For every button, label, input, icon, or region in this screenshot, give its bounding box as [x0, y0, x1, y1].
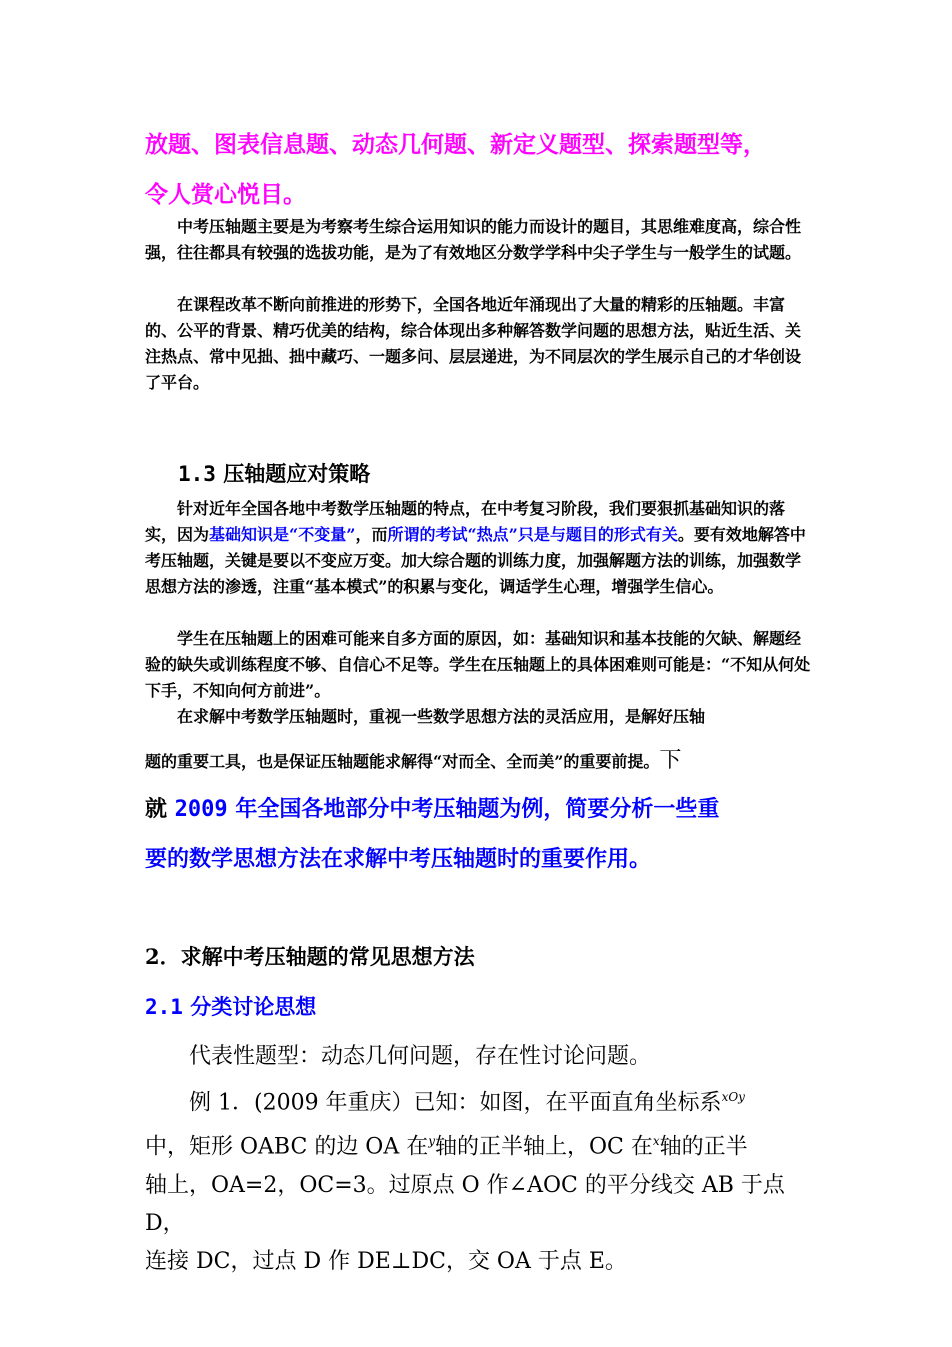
- section-title: 压轴题应对策略: [223, 461, 371, 486]
- section-2-1-title: 分类讨论思想: [190, 994, 317, 1019]
- x-axis-label: x: [652, 1134, 660, 1149]
- intro-line-1: 放题、图表信息题、动态几何题、新定义题型、探索题型等，: [145, 131, 766, 158]
- year-2009: 2009: [174, 797, 228, 822]
- example-line-4: 连接 DC，过点 D 作 DE⊥DC，交 OA 于点 E。: [145, 1248, 627, 1274]
- example-line-2-b: 轴的正半轴上，OC 在: [435, 1134, 653, 1160]
- paragraph-5-line-1: 在求解中考数学压轴题时，重视一些数学思想方法的灵活应用，是解好压轴: [177, 707, 706, 726]
- paragraph-1: 中考压轴题主要是为考察考生综合运用知识的能力而设计的题目，其思维难度高，综合性强，往往都具有较强的选拔功能，是为了有效地区分数学学科中尖子学生与一般学生的试题。: [145, 217, 802, 262]
- example-1: [145, 1078, 815, 1281]
- section-2-1-heading: [145, 991, 815, 1021]
- coordinate-system-label: xOy: [721, 1090, 745, 1104]
- example-line-1: [145, 1078, 815, 1122]
- paragraph-3-part-e: 。要有效地解答中考压轴题，关键是要以不变应万变。加大综合题的训练力度，加强解题方法的训练，加强数学思想方法的渗透，注重“基本模式”的积累与变化，调适学生心理，增强学生信心。: [145, 525, 806, 596]
- paragraph-2: 在课程改革不断向前推进的形势下，全国各地近年涌现出了大量的精彩的压轴题。丰富的、公平的背景、精巧优美的结构，综合体现出多种解答数学问题的思想方法，贴近生活、关注热点、常中见拙、拙中藏巧、一题多问、层层递进，为不同层次的学生展示自己的才华创设了平台。: [145, 295, 802, 392]
- paragraph-5-line-3-text: 年全国各地部分中考压轴题为例，简要分析一些重: [227, 796, 720, 822]
- section-1-3-heading: [178, 458, 848, 488]
- paragraph-5-line-3: [145, 792, 815, 823]
- paragraph-5-line-4: 要的数学思想方法在求解中考压轴题时的重要作用。: [145, 846, 652, 872]
- example-line-2: [145, 1122, 815, 1166]
- section-2-heading: 2．求解中考压轴题的常见思想方法: [145, 944, 475, 969]
- paragraph-3-part-c: ，而: [355, 525, 388, 544]
- y-axis-label: y: [428, 1134, 436, 1149]
- paragraph-3-part-a: 针对近年全国各地中考数学压轴题的特点，在中考复习阶段，我们要狠抓基础知识的落实，因为: [145, 499, 786, 544]
- highlight-hotspot: 所谓的考试“热点”只是与题目的形式有关: [387, 525, 678, 544]
- section-2-1-number: 2.1: [145, 995, 183, 1019]
- paragraph-5-line-2-text: 题的重要工具，也是保证压轴题能求解得“对而全、全而美”的重要前提。: [145, 752, 660, 771]
- section-number: 1.3: [178, 462, 216, 486]
- intro-line-2: 令人赏心悦目。: [145, 181, 306, 208]
- example-line-2-a: 中，矩形 OABC 的边 OA 在: [145, 1134, 429, 1160]
- paragraph-3: [145, 496, 815, 600]
- paragraph-5-line-2-tail: 下: [659, 748, 682, 773]
- paragraph-5-line-3-lead: 就: [145, 796, 175, 822]
- representative-problems: 代表性题型：动态几何问题，存在性讨论问题。: [189, 1044, 652, 1069]
- paragraph-4: 学生在压轴题上的困难可能来自多方面的原因，如：基础知识和基本技能的欠缺、解题经验的缺失或训练程度不够、自信心不足等。学生在压轴题上的具体困难则可能是：“不知从何处下手，不知向何方前进”。: [145, 629, 811, 700]
- example-line-1-text: 例 1．(2009 年重庆）已知：如图，在平面直角坐标系: [189, 1090, 722, 1116]
- example-line-2-c: 轴的正半: [659, 1134, 748, 1160]
- paragraph-5-line-2: [145, 743, 815, 775]
- example-line-3: 轴上，OA=2，OC=3。过原点 O 作∠AOC 的平分线交 AB 于点 D，: [145, 1172, 785, 1236]
- highlight-invariant: 基础知识是“不变量”: [209, 525, 356, 544]
